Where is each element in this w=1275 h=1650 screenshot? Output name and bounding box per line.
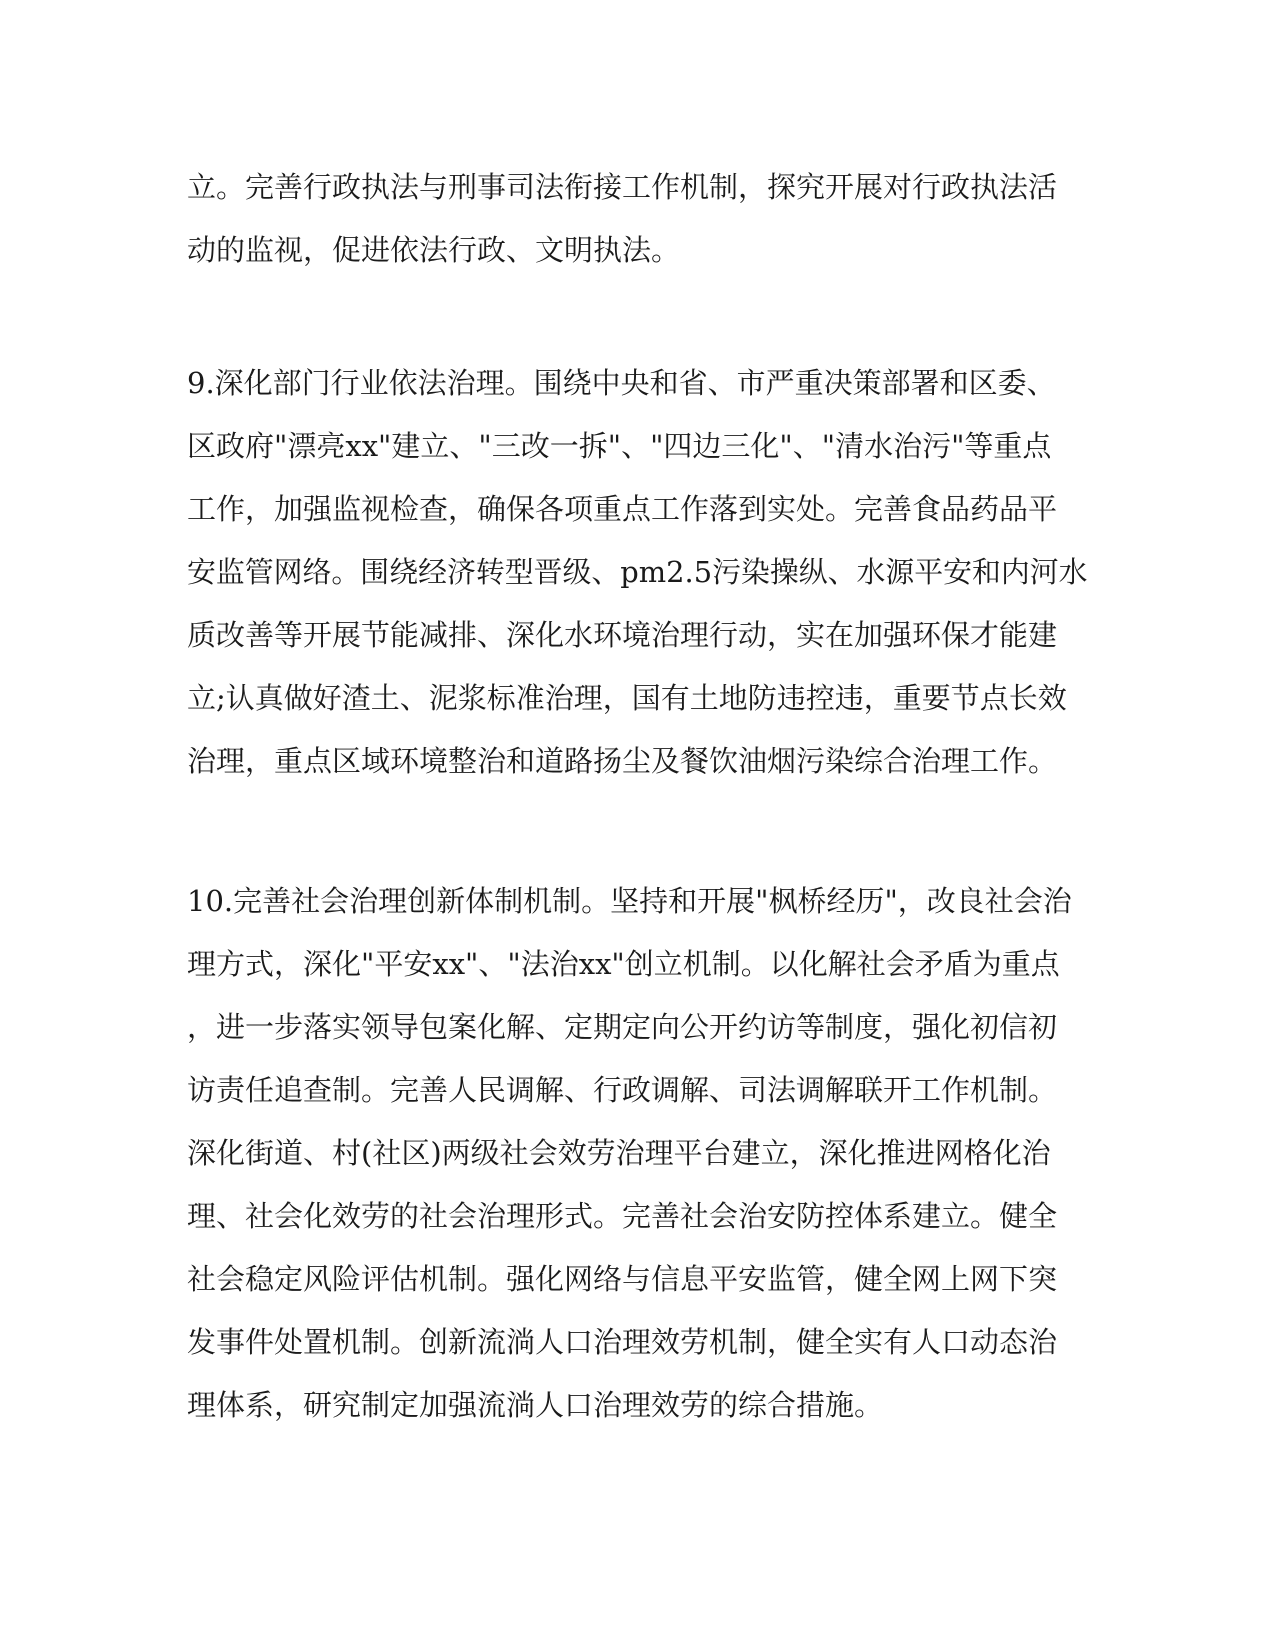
- text-line: 区政府"漂亮xx"建立、"三改一拆"、"四边三化"、"清水治污"等重点: [187, 429, 1052, 463]
- text-line: 安监管网络。围绕经济转型晋级、pm2.5污染操纵、水源平安和内河水: [187, 555, 1088, 589]
- text-line: 动的监视，促进依法行政、文明执法。: [187, 233, 681, 267]
- text-line: 理体系，研究制定加强流淌人口治理效劳的综合措施。: [187, 1388, 884, 1422]
- text-line: 10.完善社会治理创新体制机制。坚持和开展"枫桥经历"，改良社会治: [187, 884, 1072, 918]
- text-line: 访责任追查制。完善人民调解、行政调解、司法调解联开工作机制。: [187, 1073, 1058, 1107]
- text-line: 发事件处置机制。创新流淌人口治理效劳机制，健全实有人口动态治: [187, 1325, 1058, 1359]
- text-line: 9.深化部门行业依法治理。围绕中央和省、市严重决策部署和区委、: [187, 366, 1056, 400]
- text-line: ，进一步落实领导包案化解、定期定向公开约访等制度，强化初信初: [187, 1010, 1058, 1044]
- text-line: 治理，重点区域环境整治和道路扬尘及餐饮油烟污染综合治理工作。: [187, 744, 1058, 778]
- paragraph-item-10: [187, 870, 1087, 1437]
- text-line: 深化街道、村(社区)两级社会效劳治理平台建立，深化推进网格化治: [187, 1136, 1051, 1170]
- paragraph-item-9: [187, 352, 1087, 793]
- text-line: 立。完善行政执法与刑事司法衔接工作机制，探究开展对行政执法活: [187, 170, 1058, 204]
- paragraph-continuation: [187, 156, 1087, 282]
- text-line: 工作，加强监视检查，确保各项重点工作落到实处。完善食品药品平: [187, 492, 1058, 526]
- text-line: 理、社会化效劳的社会治理形式。完善社会治安防控体系建立。健全: [187, 1199, 1058, 1233]
- text-line: 社会稳定风险评估机制。强化网络与信息平安监管，健全网上网下突: [187, 1262, 1058, 1296]
- text-line: 立;认真做好渣土、泥浆标准治理，国有土地防违控违，重要节点长效: [187, 681, 1067, 715]
- text-line: 质改善等开展节能减排、深化水环境治理行动，实在加强环保才能建: [187, 618, 1058, 652]
- text-line: 理方式，深化"平安xx"、"法治xx"创立机制。以化解社会矛盾为重点: [187, 947, 1060, 981]
